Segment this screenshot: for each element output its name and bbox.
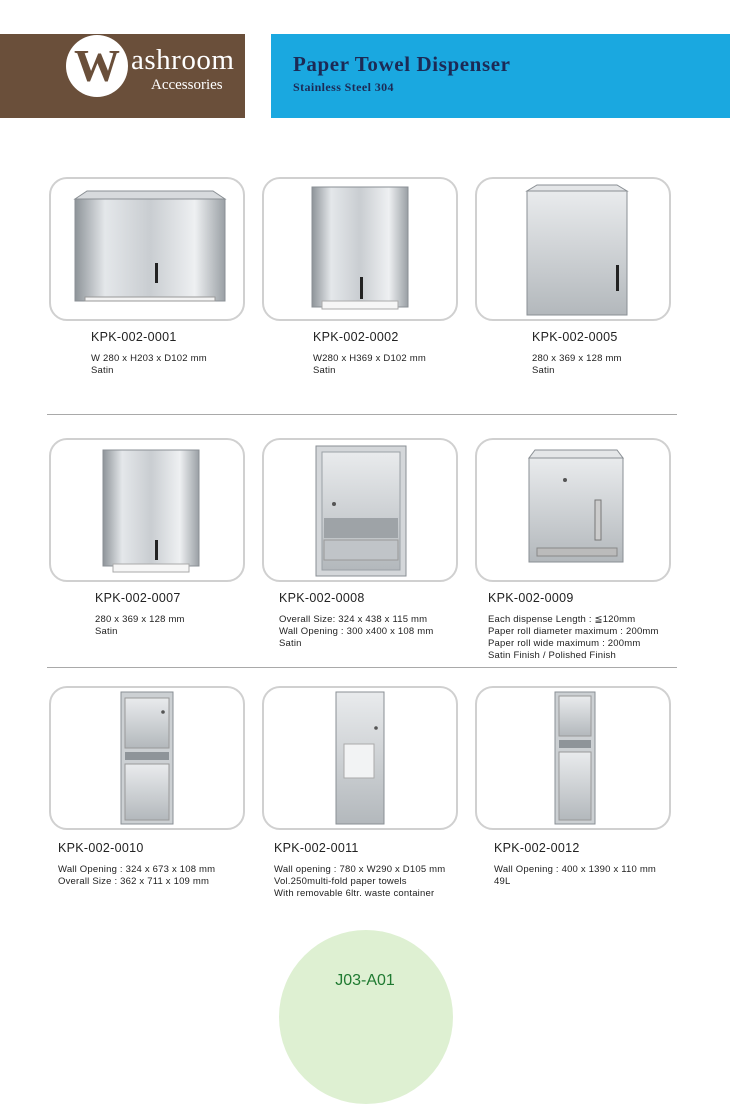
product-specs: Wall Opening : 400 x 1390 x 110 mm 49L bbox=[494, 864, 657, 887]
product-card[interactable] bbox=[262, 438, 458, 582]
page-subtitle: Stainless Steel 304 bbox=[293, 80, 394, 94]
product-specs: W 280 x H203 x D102 mm Satin bbox=[91, 353, 207, 376]
brand-logo-circle: W bbox=[66, 35, 128, 97]
product-card[interactable] bbox=[262, 686, 458, 830]
product-code: KPK-002-0011 bbox=[274, 841, 359, 855]
product-specs: Overall Size: 324 x 438 x 115 mm Wall Opening : 300 x400 x 108 mm Satin bbox=[279, 614, 434, 649]
product-card[interactable] bbox=[475, 686, 671, 830]
dispenser-0001-image bbox=[51, 179, 243, 319]
product-specs: Wall Opening : 324 x 673 x 108 mm Overall Size : 362 x 711 x 109 mm bbox=[58, 864, 216, 887]
page-title: Paper Towel Dispenser bbox=[293, 52, 511, 76]
product-code: KPK-002-0008 bbox=[279, 591, 365, 605]
product-card[interactable] bbox=[475, 438, 671, 582]
dispenser-0007-image bbox=[51, 440, 243, 580]
page-code: J03-A01 bbox=[335, 972, 395, 989]
product-code: KPK-002-0002 bbox=[313, 330, 399, 344]
product-specs: Wall opening : 780 x W290 x D105 mm Vol.250multi-fold paper towels With removable 6ltr. waste container bbox=[274, 864, 446, 899]
product-card[interactable] bbox=[49, 438, 245, 582]
product-card[interactable] bbox=[475, 177, 671, 321]
product-code: KPK-002-0001 bbox=[91, 330, 177, 344]
dispenser-0008-image bbox=[264, 440, 456, 580]
product-code: KPK-002-0009 bbox=[488, 591, 574, 605]
dispenser-0005-image bbox=[477, 179, 669, 319]
dispenser-0012-image bbox=[477, 688, 669, 828]
product-code: KPK-002-0007 bbox=[95, 591, 181, 605]
product-card[interactable] bbox=[262, 177, 458, 321]
product-code: KPK-002-0010 bbox=[58, 841, 144, 855]
product-specs: W280 x H369 x D102 mm Satin bbox=[313, 353, 426, 376]
product-code: KPK-002-0012 bbox=[494, 841, 580, 855]
product-card[interactable] bbox=[49, 177, 245, 321]
row-divider bbox=[47, 667, 677, 668]
dispenser-0010-image bbox=[51, 688, 243, 828]
dispenser-0002-image bbox=[264, 179, 456, 319]
brand-subtitle: Accessories bbox=[151, 77, 223, 93]
product-specs: Each dispense Length : ≦120mm Paper roll diameter maximum : 200mm Paper roll wide maximum : 200mm Satin Finish / Polished Finish bbox=[488, 614, 659, 661]
product-specs: 280 x 369 x 128 mm Satin bbox=[95, 614, 185, 637]
row-divider bbox=[47, 414, 677, 415]
product-code: KPK-002-0005 bbox=[532, 330, 618, 344]
dispenser-0009-image bbox=[477, 440, 669, 580]
dispenser-0011-image bbox=[264, 688, 456, 828]
product-card[interactable] bbox=[49, 686, 245, 830]
footer-badge bbox=[279, 930, 453, 1104]
product-specs: 280 x 369 x 128 mm Satin bbox=[532, 353, 622, 376]
brand-name: ashroom bbox=[131, 44, 235, 76]
